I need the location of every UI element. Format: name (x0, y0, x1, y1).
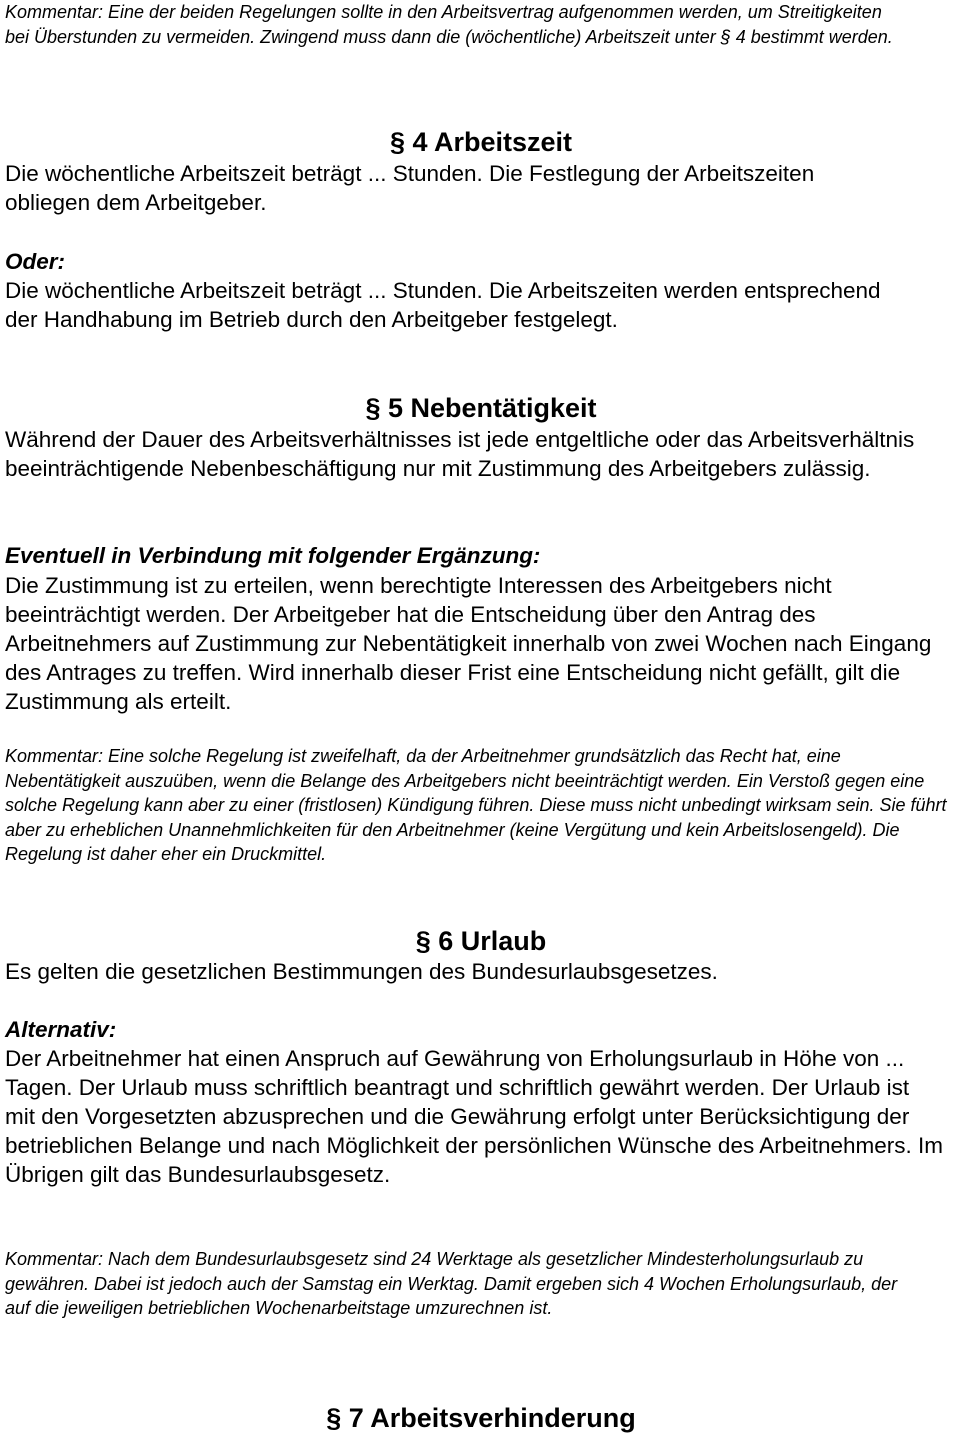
section-4-text-2 (5, 276, 905, 334)
section-7-heading: § 7 Arbeitsverhinderung (326, 1403, 636, 1433)
section-5-comment (5, 744, 957, 867)
section-6-heading: § 6 Urlaub (415, 926, 547, 956)
section-5-paragraph-2: Die Zustimmung ist zu erteilen, wenn berechtigte Interessen des Arbeitgebers nicht beeinträchtigt werden. Der Arbeitgeber hat die Entscheidung über den Antrag des Arbeitnehmers auf Zustimmung zur Nebentätigkeit innerhalb von zwei Wochen nach Eingang des Antrages zu treffen. Wird innerhalb dieser Frist eine Entscheidung nicht gefällt, gilt die Zustimmung als erteilt. (5, 573, 932, 714)
section-4-paragraph-1: Die wöchentliche Arbeitszeit beträgt ... Stunden. Die Festlegung der Arbeitszeiten obliegen dem Arbeitgeber. (5, 161, 815, 215)
section-5-alt-label: Eventuell in Verbindung mit folgender Ergänzung: (5, 543, 541, 568)
comment-top-text: Kommentar: Eine der beiden Regelungen sollte in den Arbeitsvertrag aufgenommen werden, um Streitigkeiten bei Überstunden zu vermeiden. Zwingend muss dann die (wöchentliche) Arbeitszeit unter § 4 bestimmt werden. (5, 2, 893, 47)
section-4-text-1 (5, 159, 885, 217)
section-5-text-2 (5, 571, 950, 716)
section-4-alt-label: Oder: (5, 249, 66, 274)
section-6-text-1 (5, 957, 957, 986)
section-4-heading: § 4 Arbeitszeit (389, 127, 573, 157)
section-5-comment-text: Kommentar: Eine solche Regelung ist zweifelhaft, da der Arbeitnehmer grundsätzlich das Recht hat, eine Nebentätigkeit auszuüben, wenn die Belange des Arbeitgebers nicht beeinträchtigt werden. Ein Verstoß gegen eine solche Regelung kann aber zu einer (fristlosen) Kündigung führen. Diese muss nicht unbedingt wirksam sein. Sie führt aber zu erheblichen Unannehmlichkeiten für den Arbeitnehmer (keine Vergütung und kein Arbeitslosengeld). Die Regelung ist daher eher ein Druckmittel. (5, 746, 947, 864)
section-6-alt-label: Alternativ: (5, 1017, 117, 1042)
section-6-comment (5, 1247, 915, 1321)
section-6-paragraph-1: Es gelten die gesetzlichen Bestimmungen des Bundesurlaubsgesetzes. (5, 959, 718, 984)
section-5-heading: § 5 Nebentätigkeit (365, 393, 597, 423)
section-6-text-2 (5, 1044, 945, 1189)
section-5-text-1 (5, 425, 925, 483)
comment-top (5, 0, 905, 49)
section-6-comment-text: Kommentar: Nach dem Bundesurlaubsgesetz sind 24 Werktage als gesetzlicher Mindesterholungsurlaub zu gewähren. Dabei ist jedoch auch der Samstag ein Werktag. Damit ergeben sich 4 Wochen Erholungsurlaub, der auf die jeweiligen betrieblichen Wochenarbeitstage umzurechnen ist. (5, 1249, 898, 1318)
section-6-paragraph-2: Der Arbeitnehmer hat einen Anspruch auf Gewährung von Erholungsurlaub in Höhe von ... Tagen. Der Urlaub muss schriftlich beantragt und schriftlich gewährt werden. Der Urlaub ist mit den Vorgesetzten abzusprechen und die Gewährung erfolgt unter Berücksichtigung der betrieblichen Belange und nach Möglichkeit der persönlichen Wünsche des Arbeitnehmers. Im Übrigen gilt das Bundesurlaubsgesetz. (5, 1046, 944, 1187)
section-4-paragraph-2: Die wöchentliche Arbeitszeit beträgt ... Stunden. Die Arbeitszeiten werden entsprechend der Handhabung im Betrieb durch den Arbeitgeber festgelegt. (5, 278, 881, 332)
section-5-paragraph-1: Während der Dauer des Arbeitsverhältnisses ist jede entgeltliche oder das Arbeitsverhältnis beeinträchtigende Nebenbeschäftigung nur mit Zustimmung des Arbeitgebers zulässig. (5, 427, 915, 481)
